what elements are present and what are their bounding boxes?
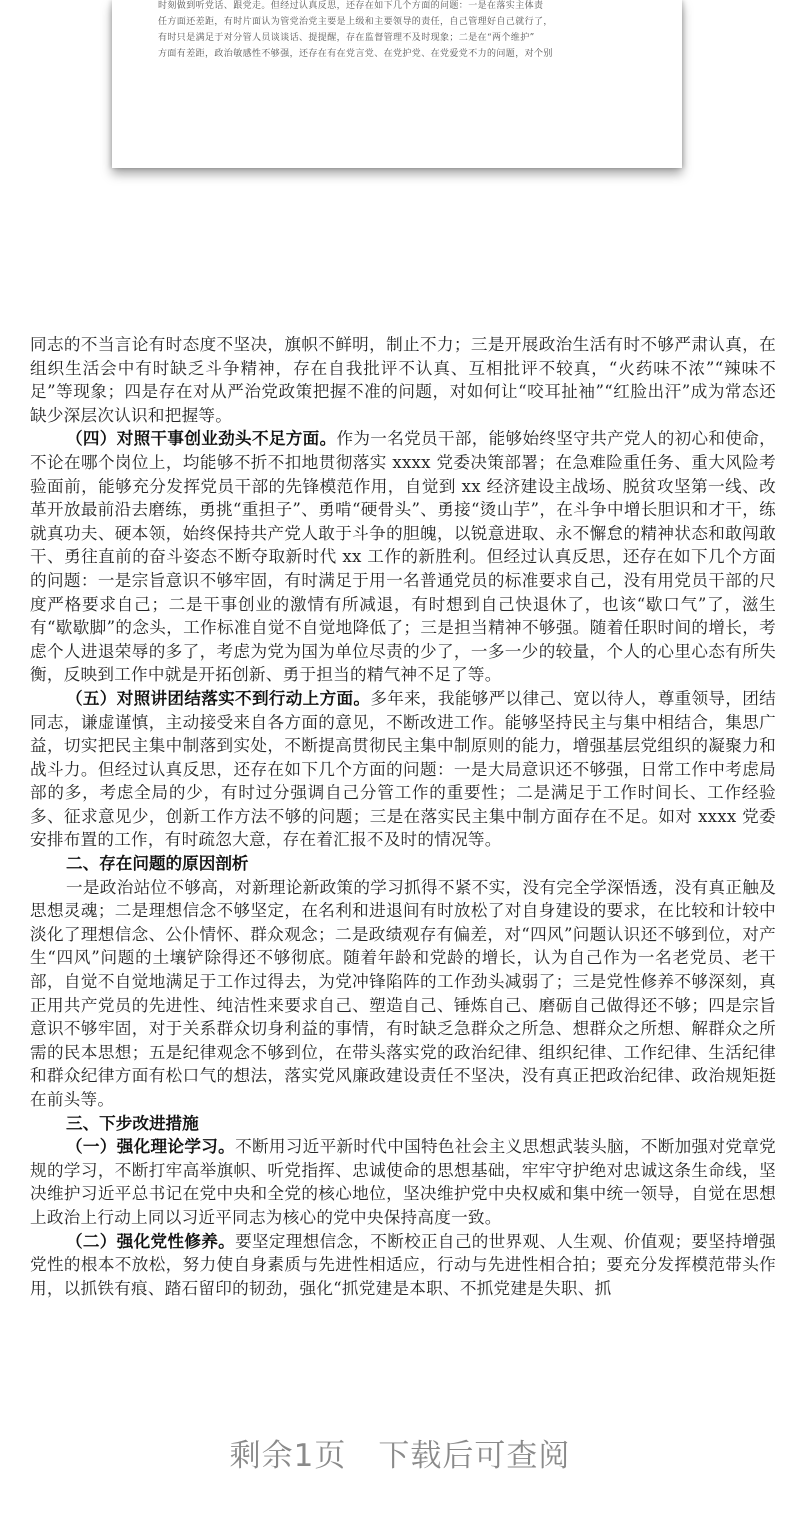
remaining-pages-text: 剩余1页 bbox=[229, 1438, 347, 1474]
paragraph: 一是政治站位不够高，对新理论新政策的学习抓得不紧不实，没有完全学深悟透，没有真正触及思想灵魂；二是理想信念不够坚定，在名利和进退间有时放松了对自身建设的要求，在比较和计较中淡化了理想信念、公仆情怀、群众观念；二是政绩观存有偏差，对“四风”问题认识还不够到位，对产生“四风”问题的土壤铲除得还不够彻底。随着年龄和党龄的增长，认为自己作为一名老党员、老干部，自觉不自觉地满足于工作过得去，为党冲锋陷阵的工作劲头减弱了；三是党性修养不够深刻，真正用共产党员的先进性、纯洁性来要求自己、塑造自己、锤炼自己、磨砺自己做得还不够；四是宗旨意识不够牢固，对于关系群众切身利益的事情，有时缺乏急群众之所急、想群众之所想、解群众之所需的民本思想；五是纪律观念不够到位，在带头落实党的政治纪律、组织纪律、工作纪律、生活纪律和群众纪律方面有松口气的想法，落实党风廉政建设责任不坚决，没有真正把政治纪律、政治规矩挺在前头等。 bbox=[30, 877, 776, 1109]
preview-page-card bbox=[112, 0, 682, 168]
paragraph-body: 多年来，我能够严以律己、宽以待人，尊重领导，团结同志，谦虚谨慎，主动接受来自各方面的意见，不断改进工作。能够坚持民主与集中相结合，集思广益，切实把民主集中制落到实处，不断提高贯彻民主集中制原则的能力，增强基层党组织的凝聚力和战斗力。但经过认真反思，还存在如下几个方面的问题：一是大局意识还不够强，日常工作中考虑局部的多，考虑全局的少，有时过分强调自己分管工作的重要性；二是满足于工作时间长、工作经验多、征求意见少，创新工作方法不够的问题；三是在落实民主集中制方面存在不足。如对 xxxx 党委安排布置的工作，有时疏忽大意，存在着汇报不及时的情况等。 bbox=[30, 688, 776, 850]
paragraph-body: 要坚定理想信念，不断校正自己的世界观、人生观、价值观；要坚持增强党性的根本不放松，努力使自身素质与先进性相适应，行动与先进性相合拍；要充分发挥模范带头作用，以抓铁有痕、踏石留印的韧劲，强化“抓党建是本职、不抓党建是失职、抓 bbox=[30, 1231, 776, 1298]
paragraph-heading: （五）对照讲团结落实不到行动上方面。 bbox=[66, 687, 371, 708]
section-title: 三、下步改进措施 bbox=[66, 1112, 199, 1133]
paragraph-heading: （二）强化党性修养。 bbox=[66, 1230, 236, 1251]
paragraph-body: 不断用习近平新时代中国特色社会主义思想武装头脑，不断加强对党章党规的学习，不断打牢高举旗帜、听党指挥、忠诚使命的思想基础，牢牢守护绝对忠诚这条生命线，坚决维护习近平总书记在党中央和全党的核心地位，坚决维护党中央权威和集中统一领导，自觉在思想上政治上行动上同以习近平同志为核心的党中央保持高度一致。 bbox=[30, 1137, 776, 1227]
paragraph bbox=[30, 687, 776, 852]
paragraph: 同志的不当言论有时态度不坚决，旗帜不鲜明，制止不力；三是开展政治生活有时不够严肃认真，在组织生活会中有时缺乏斗争精神，存在自我批评不认真、互相批评不较真，“火药味不浓”“辣味不足”等现象；四是存在对从严治党政策把握不准的问题，对如何让“咬耳扯袖”“红脸出汗”成为常态还缺少深层次认识和把握等。 bbox=[30, 335, 776, 425]
paragraph bbox=[30, 1135, 776, 1229]
download-prompt[interactable] bbox=[0, 1430, 800, 1475]
download-to-view-text[interactable]: 下载后可查阅 bbox=[378, 1438, 571, 1474]
section-title: 二、存在问题的原因剖析 bbox=[66, 853, 249, 874]
paragraph-heading: （一）强化理论学习。 bbox=[66, 1136, 236, 1157]
preview-line: 时刻做到听党话、跟党走。但经过认真反思，还存在如下几个方面的问题：一是在落实主体责 bbox=[158, 1, 544, 11]
document-body bbox=[30, 333, 776, 1300]
paragraph-body: 作为一名党员干部，能够始终坚守共产党人的初心和使命，不论在哪个岗位上，均能够不折不扣地贯彻落实 xxxx 党委决策部署；在急难险重任务、重大风险考验面前，能够充分发挥党员干部的先锋模范作用，自觉到 xx 经济建设主战场、脱贫攻坚第一线、改革开放最前沿去磨练，勇挑“重担子”、勇啃“硬骨头”、勇接“烫山芋”，在斗争中增长胆识和才干，练就真功夫、硬本领，始终保持共产党人敢于斗争的胆魄，以锐意进取、永不懈怠的精神状态和敢闯敢干、勇往直前的奋斗姿态不断夺取新时代 xx 工作的新胜利。但经过认真反思，还存在如下几个方面的问题：一是宗旨意识不够牢固，有时满足于用一名普通党员的标准要求自己，没有用党员干部的尺度严格要求自己；二是干事创业的激情有所减退，有时想到自己快退休了，也该“歇口气”了，滋生有“歇歇脚”的念头，工作标准自觉不自觉地降低了；三是担当精神不够强。随着任职时间的增长，考虑个人进退荣辱的多了，考虑为党为国为单位尽责的少了，一多一少的较量，个人的心里心态有所失衡，反映到工作中就是开拓创新、勇于担当的精气神不足了等。 bbox=[30, 429, 776, 685]
preview-line: 方面有差距，政治敏感性不够强，还存在有在党言党、在党护党、在党爱党不力的问题，对个别 bbox=[158, 49, 553, 59]
preview-line: 有时只是满足于对分管人员谈谈话、提提醒，存在监督管理不及时现象；二是在“两个维护” bbox=[158, 33, 535, 43]
preview-line: 任方面还差距，有时片面认为管党治党主要是上级和主要领导的责任，自己管理好自己就行了， bbox=[158, 17, 553, 27]
paragraph bbox=[30, 1230, 776, 1301]
paragraph-heading: （四）对照干事创业劲头不足方面。 bbox=[66, 428, 337, 449]
paragraph bbox=[30, 427, 776, 687]
